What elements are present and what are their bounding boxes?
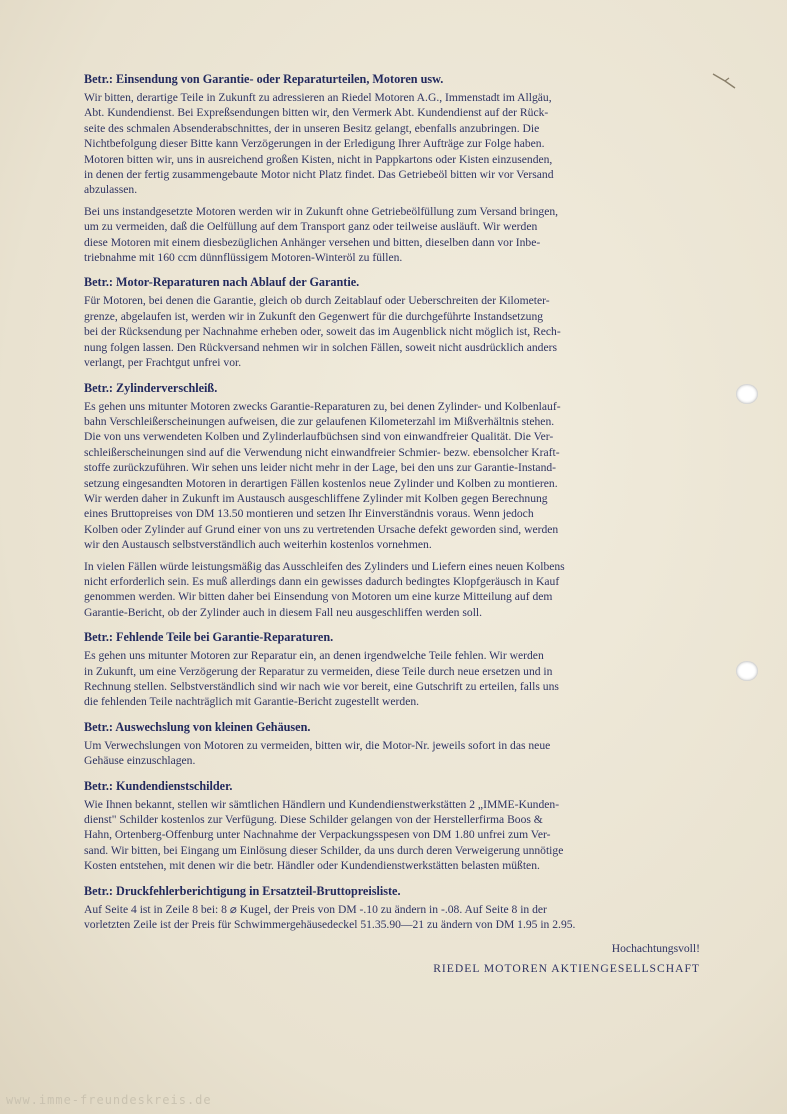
section-paragraph: Um Verwechslungen von Motoren zu vermeiden, bitten wir, die Motor-Nr. jeweils sofort in das neue Gehäuse einzuschlagen. [84, 738, 551, 768]
company-signature: RIEDEL MOTOREN AKTIENGESELLSCHAFT [433, 962, 700, 976]
section-title: Betr.: Motor-Reparaturen nach Ablauf der Garantie. [84, 275, 360, 290]
section-title: Betr.: Kundendienstschilder. [84, 778, 233, 793]
letter-section [84, 778, 704, 874]
closing-salutation: Hochachtungsvoll! [611, 942, 700, 956]
letter-section [84, 274, 704, 370]
watermark: www.imme-freundeskreis.de [6, 1093, 212, 1107]
punch-hole-bottom [736, 661, 758, 681]
letter-section [84, 71, 704, 265]
section-paragraph: Wir bitten, derartige Teile in Zukunft zu adressieren an Riedel Motoren A.G., Immenstadt im Allgäu, Abt. Kundendienst. Bei Expreßsendungen bitten wir, den Vermerk Abt. Kundendienst auf der Rück- seite des schmalen Absenderabschnittes, der in unseren Besitz gelangt, ebenfalls anzubringen. Die Nichtbefolgung dieser Bitte kann Verzögerungen in der Erledigung Ihrer Aufträge zur Folge haben. Motoren bitten wir, uns in ausreichend großen Kisten, nicht in Pappkartons oder Kisten einzusenden, in denen der fertig zusammengebaute Motor nicht Platz findet. Das Getriebeöl bitten wir vor Versand abzulassen. [84, 91, 554, 197]
section-title: Betr.: Einsendung von Garantie- oder Reparaturteilen, Motoren usw. [84, 72, 444, 86]
letter-body [84, 71, 704, 975]
section-paragraph: In vielen Fällen würde leistungsmäßig das Ausschleifen des Zylinders und Liefern eines neuen Kolbens nicht erforderlich sein. Es muß allerdings dann ein gewisses dadurch bedingtes Klopfgeräusch in Kauf genommen werden. Wir bitten daher bei Einsendung von Motoren um eine kurze Mitteilung auf dem Garantie-Bericht, ob der Zylinder auch in diesem Fall neu ausgeschliffen werden soll. [84, 559, 565, 619]
letter-section [84, 380, 704, 621]
section-title: Betr.: Zylinderverschleiß. [84, 380, 218, 395]
section-paragraph: Auf Seite 4 ist in Zeile 8 bei: 8 ⌀ Kugel, der Preis von DM -.10 zu ändern in -.08. Auf Seite 8 in der vorletzten Zeile ist der Preis für Schwimmergehäusedeckel 51.35.90—21 zu ändern von DM 1.95 in 2.95. [84, 902, 576, 932]
pencil-mark-icon [711, 72, 737, 90]
letter-section [84, 883, 704, 933]
section-paragraph: Für Motoren, bei denen die Garantie, gleich ob durch Zeitablauf oder Ueberschreiten der Kilometer- grenze, abgelaufen ist, werden wir in Zukunft den Gegenwert für die durchgeführte Instandsetzung bei der Rücksendung per Nachnahme erheben oder, soweit das im Augenblick nicht möglich ist, Rech- nung folgen lassen. Den Rückversand nehmen wir in solchen Fällen, soweit nicht ausdrücklich anders verlangt, per Frachtgut unfrei vor. [84, 294, 561, 370]
section-paragraph: Bei uns instandgesetzte Motoren werden wir in Zukunft ohne Getriebeölfüllung zum Versand bringen, um zu vermeiden, daß die Oelfüllung auf dem Transport ganz oder teilweise ausläuft. Wir werden diese Motoren mit einem diesbezüglichen Anhänger versehen und bitten, dieselben dann vor Inbe- triebnahme mit 160 ccm dünnflüssigem Motoren-Winteröl zu füllen. [84, 204, 559, 265]
section-title: Betr.: Fehlende Teile bei Garantie-Reparaturen. [84, 630, 334, 645]
section-title: Betr.: Druckfehlerberichtigung in Ersatzteil-Bruttopreisliste. [84, 883, 401, 898]
letter-section [84, 629, 704, 710]
section-title: Betr.: Auswechslung von kleinen Gehäusen. [84, 719, 311, 734]
section-paragraph: Es gehen uns mitunter Motoren zur Reparatur ein, an denen irgendwelche Teile fehlen. Wir werden in Zukunft, um eine Verzögerung der Reparatur zu vermeiden, diese Teile durch neue ersetzen und in Rechnung stellen. Selbstverständlich sind wir nach wie vor bereit, eine Gutschrift zu erteilen, falls uns die fehlenden Teile nachträglich mit Garantie-Bericht zugestellt werden. [84, 649, 559, 709]
section-paragraph: Wie Ihnen bekannt, stellen wir sämtlichen Händlern und Kundendienstwerkstätten 2 „IMME-Kunden- dienst" Schilder kostenlos zur Verfügung. Diese Schilder gelangen von der Herstellerfirma Boos & Hahn, Ortenberg-Offenburg unter Nachnahme der Verpackungsspesen von DM 1.80 unfrei zum Ver- sand. Wir bitten, bei Eingang um Einlösung dieser Schilder, da uns durch deren Verweigerung unnötige Kosten entstehen, mit denen wir die betr. Händler oder Kundendienstwerkstätten belasten müßten. [84, 797, 564, 873]
section-paragraph: Es gehen uns mitunter Motoren zwecks Garantie-Reparaturen zu, bei denen Zylinder- und Kolbenlauf- bahn Verschleißerscheinungen aufweisen, die zur gelaufenen Kilometerzahl im Mißverhältnis stehen. Die von uns verwendeten Kolben und Zylinderlaufbüchsen sind von einwandfreier Qualität. Die Ver- schleißerscheinungen sind auf die Verwendung nicht einwandfreier Schmier- bezw. ebensolcher Kraft- stoffe zurückzuführen. Wir sehen uns leider nicht mehr in der Lage, bei den uns zur Garantie-Instand- setzung eingesandten Motoren in derartigen Fällen kostenlos neue Zylinder und Kolben zu montieren. Wir werden daher in Zukunft im Austausch ausgeschliffene Zylinder mit Kolben gegen Berechnung eines Bruttopreises von DM 13.50 montieren und setzen Ihr Einverständnis voraus. Wenn jedoch Kolben oder Zylinder auf Grund einer von uns zu vertretenden Ursache defekt geworden sind, werden wir den Austausch selbstverständlich auch weiterhin kostenlos vornehmen. [84, 399, 561, 552]
letter-section [84, 719, 704, 769]
punch-hole-top [736, 384, 758, 404]
